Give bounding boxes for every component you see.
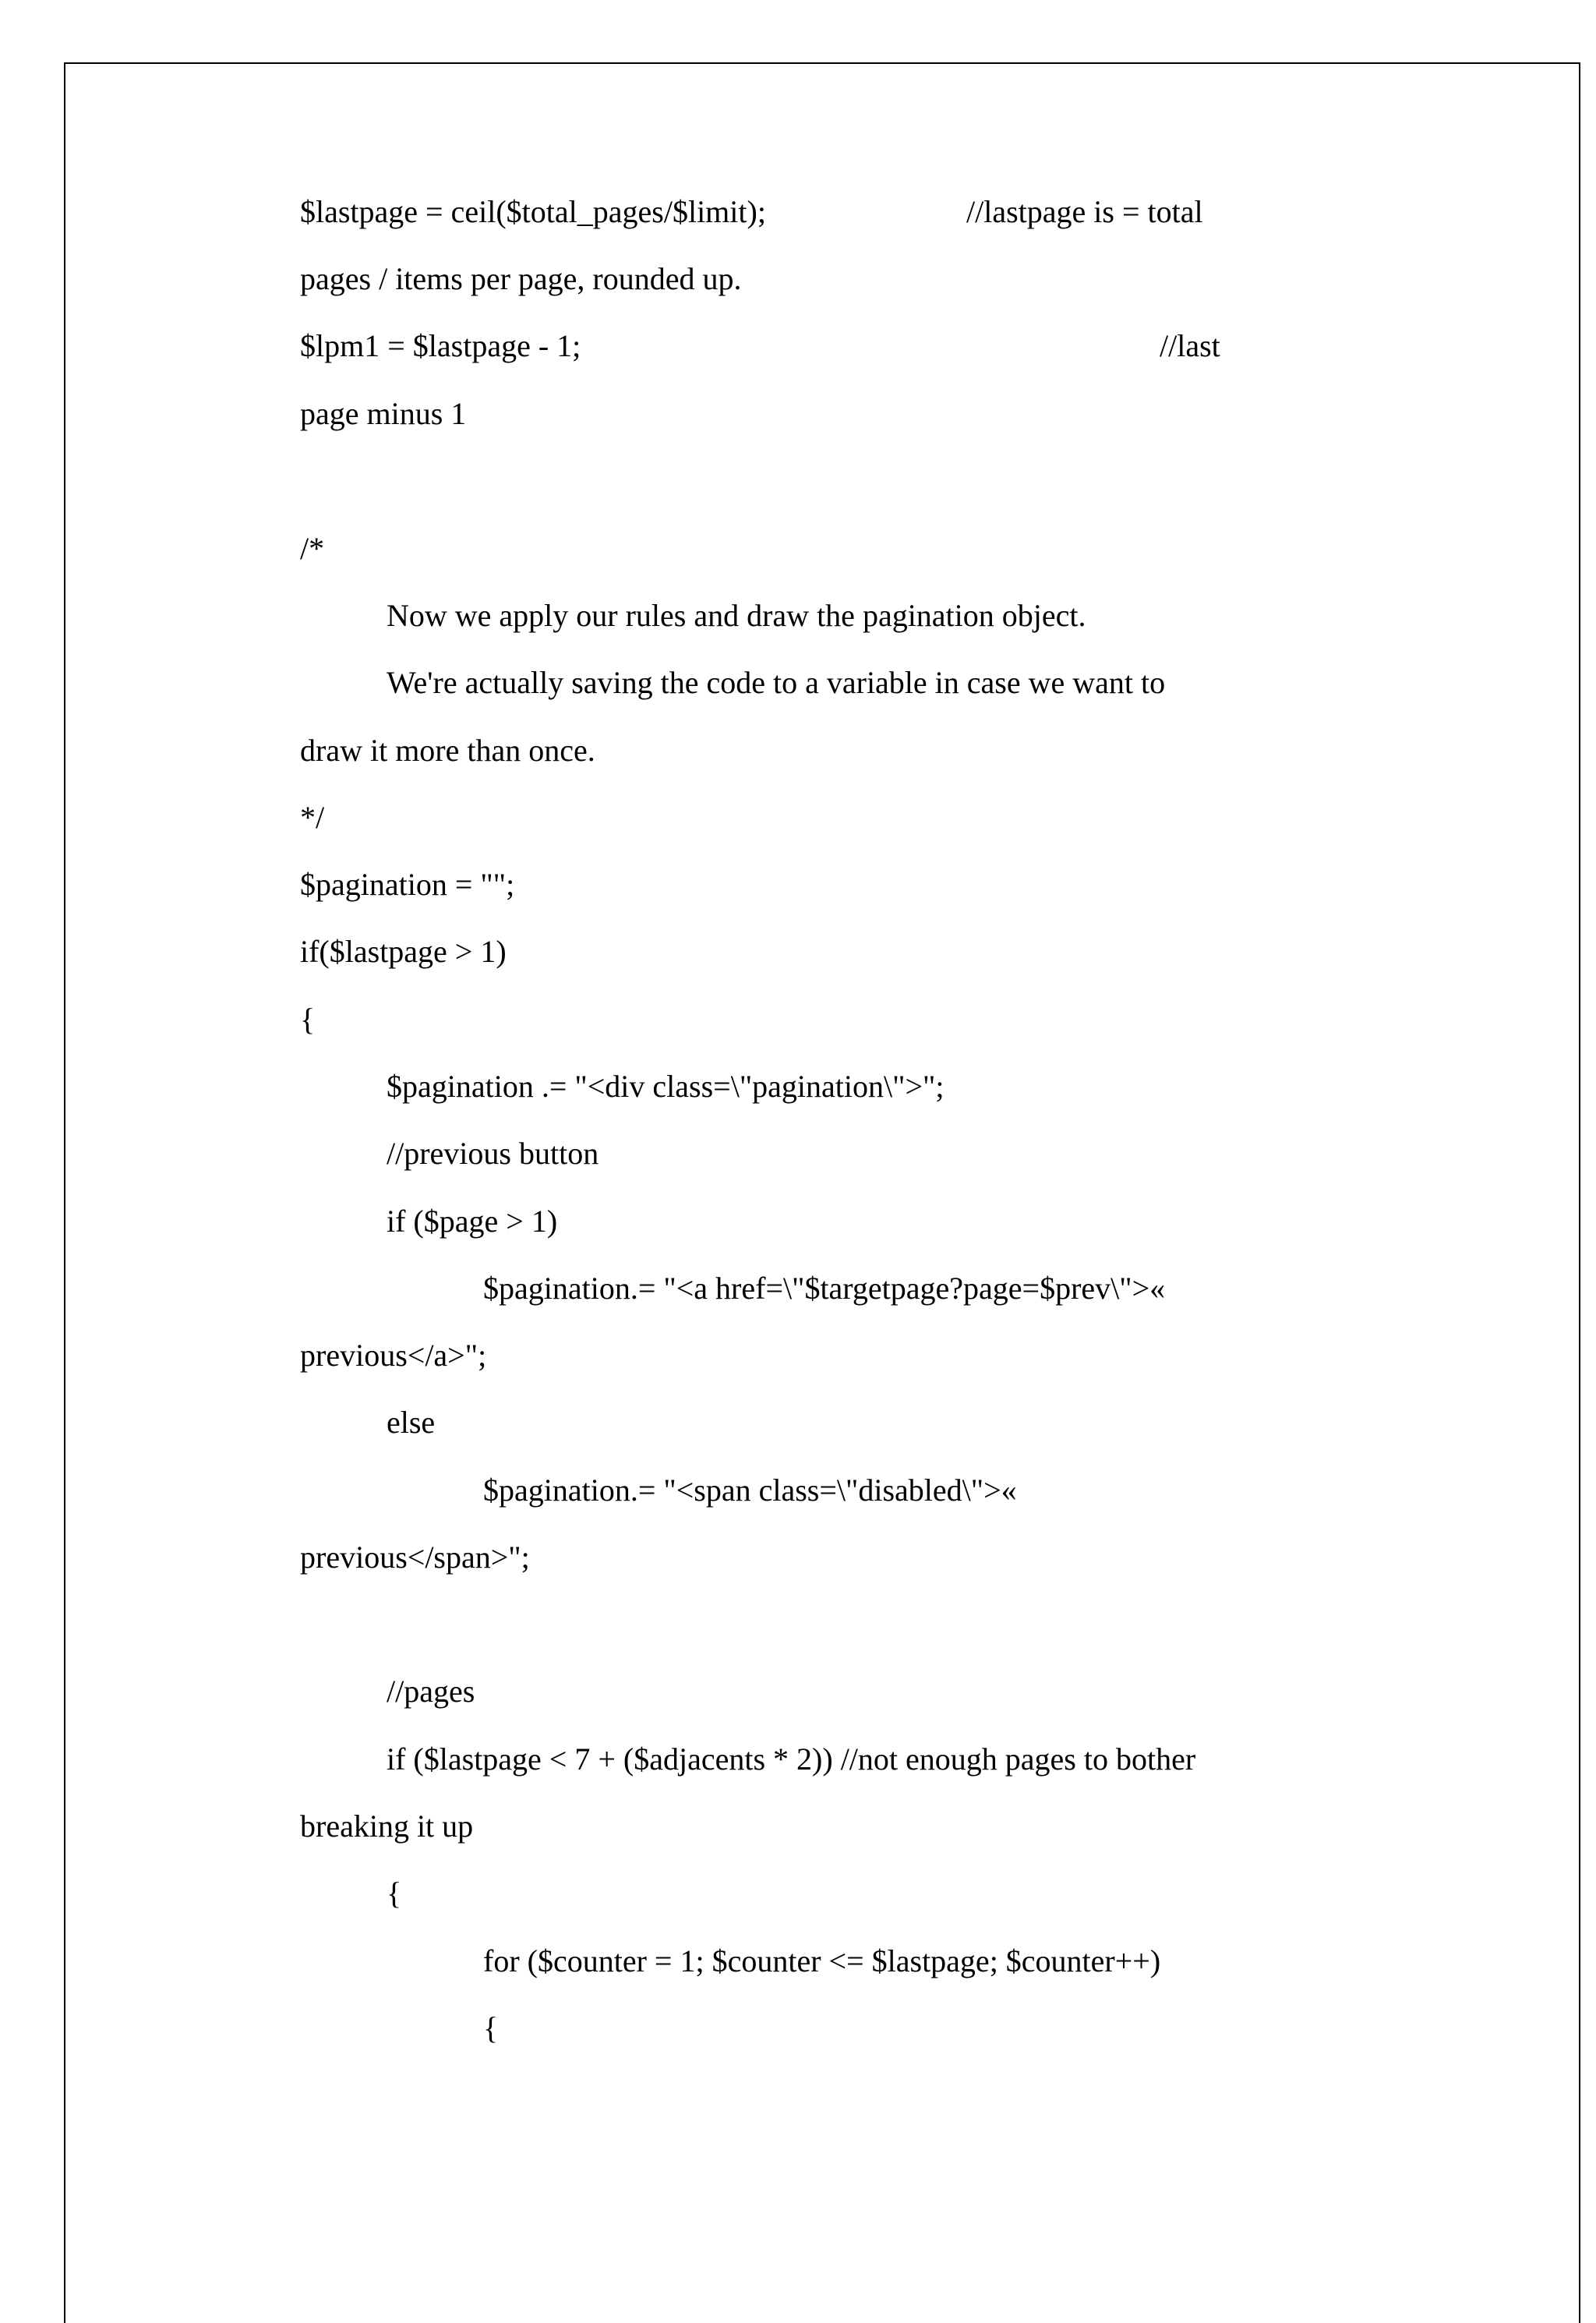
code-line: Now we apply our rules and draw the pagination object. bbox=[387, 598, 1086, 633]
code-line: { bbox=[483, 2010, 499, 2045]
code-line: $pagination = ""; bbox=[300, 867, 515, 902]
code-line: //pages bbox=[387, 1674, 475, 1709]
code-line: if($lastpage > 1) bbox=[300, 934, 507, 969]
code-line: $pagination.= "<span class=\"disabled\">« bbox=[483, 1473, 1017, 1508]
code-line: /* bbox=[300, 531, 325, 566]
code-line: if ($lastpage < 7 + ($adjacents * 2)) //not enough pages to bother bbox=[387, 1741, 1196, 1777]
code-line: */ bbox=[300, 800, 325, 835]
code-line: previous</span>"; bbox=[300, 1540, 530, 1575]
code-line: page minus 1 bbox=[300, 396, 467, 431]
code-line: for ($counter = 1; $counter <= $lastpage; $counter++) bbox=[483, 1943, 1161, 1978]
code-line: { bbox=[300, 1002, 316, 1037]
code-line: $lastpage = ceil($total_pages/$limit); bbox=[300, 194, 766, 229]
code-line: //previous button bbox=[387, 1136, 599, 1171]
code-line: { bbox=[387, 1876, 402, 1911]
code-line: draw it more than once. bbox=[300, 733, 595, 768]
code-comment: //last bbox=[1160, 328, 1220, 363]
code-line: $pagination .= "<div class=\"pagination\">"; bbox=[387, 1069, 945, 1104]
code-line: $pagination.= "<a href=\"$targetpage?page=$prev\">« bbox=[483, 1271, 1166, 1306]
code-comment: //lastpage is = total bbox=[966, 194, 1203, 229]
code-line: We're actually saving the code to a variable in case we want to bbox=[387, 665, 1166, 700]
code-line: if ($page > 1) bbox=[387, 1204, 558, 1239]
code-line: previous</a>"; bbox=[300, 1338, 487, 1373]
code-line: $lpm1 = $lastpage - 1; bbox=[300, 328, 581, 363]
code-line: pages / items per page, rounded up. bbox=[300, 261, 742, 296]
code-line: else bbox=[387, 1405, 436, 1440]
code-line: breaking it up bbox=[300, 1809, 474, 1844]
